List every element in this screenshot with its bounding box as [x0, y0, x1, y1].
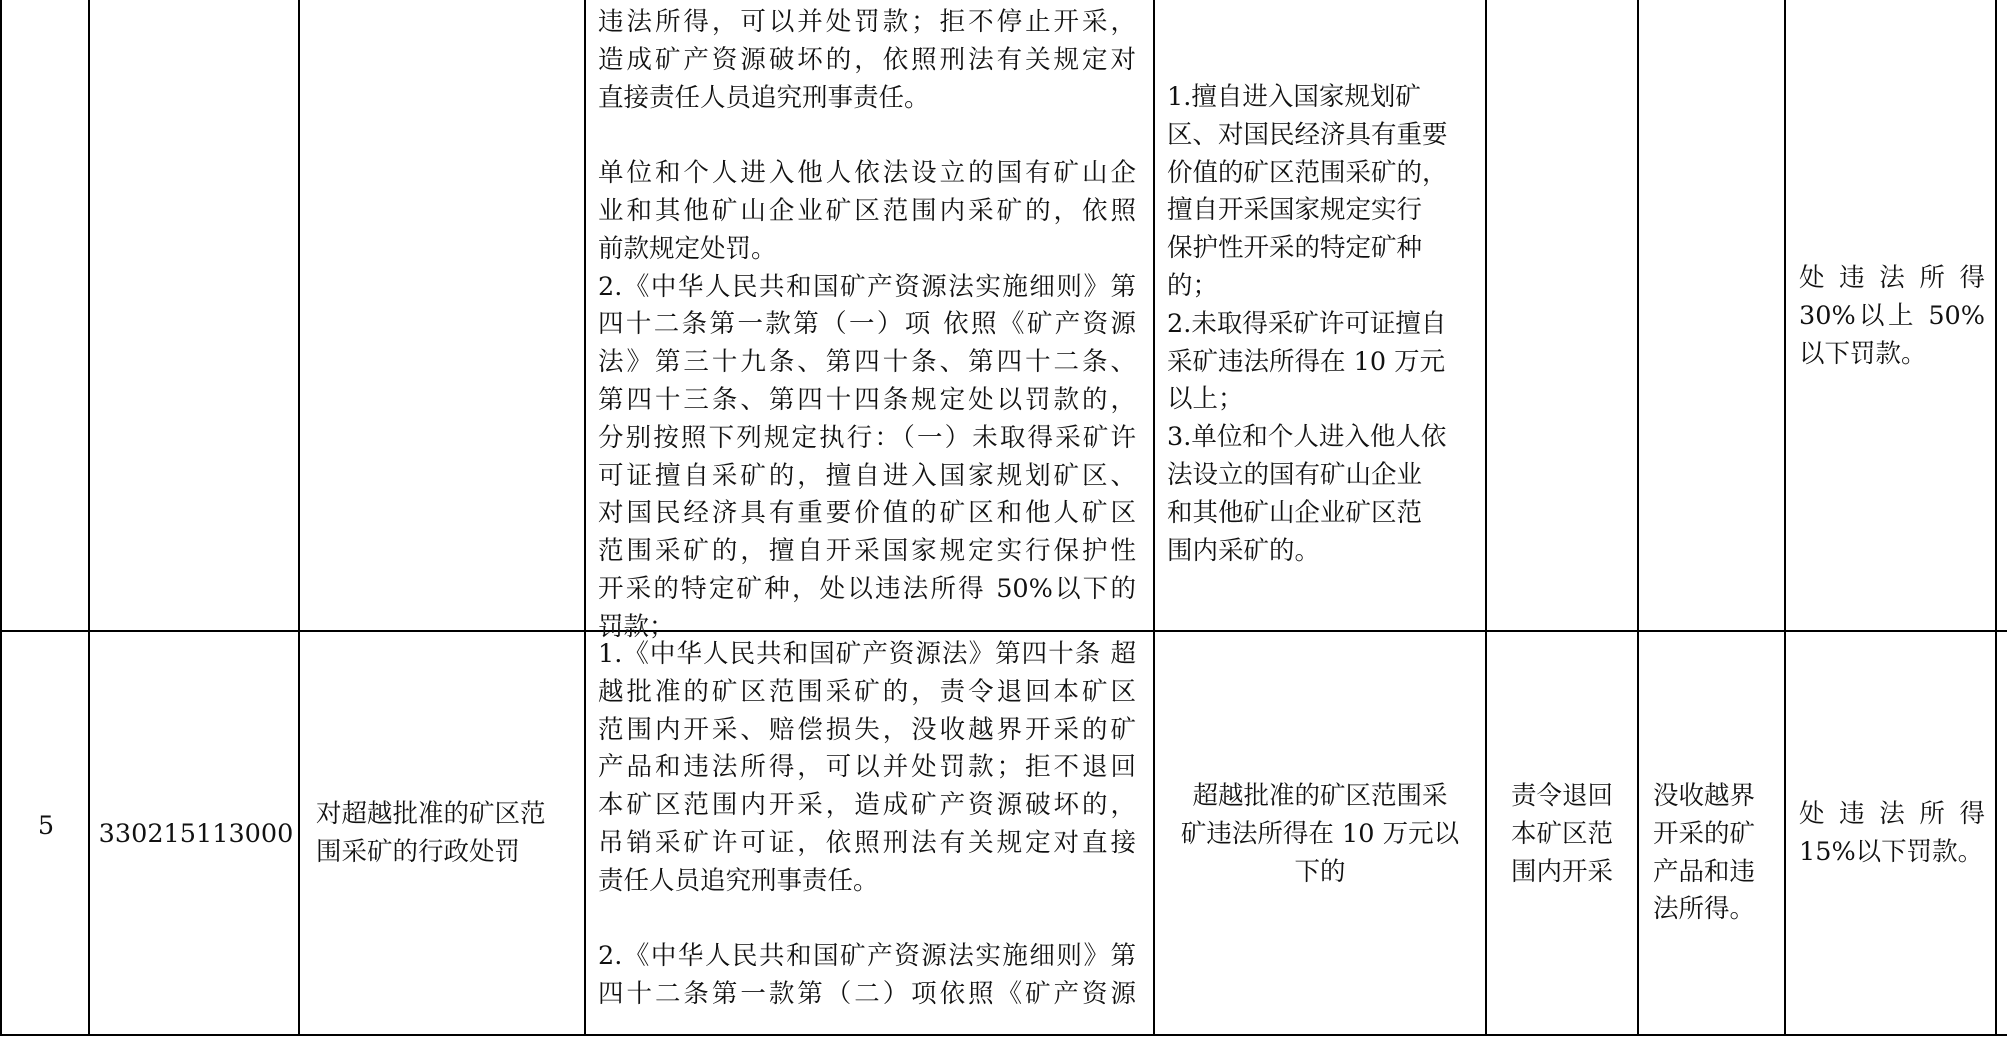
legal-basis-cell: [598, 636, 1136, 1014]
item-code: 330215113000: [98, 819, 294, 849]
legal-basis-line: 业和其他矿山企业矿区范围内采矿的，依照: [598, 195, 1136, 226]
row-index-cell: [4, 808, 88, 846]
legal-basis-line: 吊销采矿许可证，依照刑法有关规定对直接: [598, 827, 1136, 858]
order-correction-cell: [1489, 778, 1635, 891]
legal-basis-line: 可证擅自采矿的，擅自进入国家规划矿区、: [598, 460, 1136, 491]
circumstance-line: 法设立的国有矿山企业: [1167, 459, 1423, 490]
order-line: 本矿区范: [1510, 818, 1613, 849]
confiscation-line: 产品和违: [1653, 856, 1756, 887]
column-border: [584, 0, 586, 1036]
legal-basis-paragraph: [598, 938, 1136, 1014]
confiscation-line: 开采的矿: [1653, 818, 1756, 849]
legal-basis-line: 2.《中华人民共和国矿产资源法实施细则》第: [598, 271, 1136, 302]
circumstance-line: 超越批准的矿区范围采: [1192, 781, 1448, 811]
item-name-line: 对超越批准的矿区范: [316, 799, 546, 829]
confiscation-line: 没收越界: [1653, 781, 1756, 811]
confiscation-line: 法所得。: [1653, 894, 1756, 925]
circumstance-line: 和其他矿山企业矿区范: [1167, 497, 1423, 528]
column-border: [1485, 0, 1487, 1036]
circumstance-line: 1.擅自进入国家规划矿: [1167, 82, 1421, 112]
order-line: 围内开采: [1510, 856, 1613, 887]
circumstance-line: 的；: [1167, 270, 1219, 301]
circumstance-line: 区、对国民经济具有重要: [1167, 119, 1448, 150]
column-border: [1784, 0, 1786, 1036]
violation-circumstance-cell: [1157, 778, 1483, 891]
circumstance-line: 以上；: [1167, 384, 1244, 415]
legal-basis-line: 单位和个人进入他人依法设立的国有矿山企: [598, 158, 1136, 189]
fine-standard-cell: [1799, 260, 1985, 373]
legal-basis-line: 1.《中华人民共和国矿产资源法》第四十条 超: [598, 639, 1136, 669]
legal-basis-line: 第四十三条、第四十四条规定处以罚款的，: [598, 384, 1136, 415]
column-border: [88, 0, 90, 1036]
legal-basis-line: 范围采矿的，擅自开采国家规定实行保护性: [598, 536, 1136, 567]
circumstance-line: 下的: [1294, 856, 1346, 887]
legal-basis-line: 直接责任人员追究刑事责任。: [598, 82, 930, 113]
circumstance-line: 围内采矿的。: [1167, 535, 1321, 566]
circumstance-line: 保护性开采的特定矿种: [1167, 233, 1423, 264]
legal-basis-paragraph: [598, 636, 1136, 901]
fine-line: 处违法所得: [1799, 263, 1985, 293]
legal-basis-line: 四十二条第一款第（二）项依照《矿产资源: [598, 979, 1136, 1010]
legal-basis-line: 越批准的矿区范围采矿的，责令退回本矿区: [598, 676, 1136, 707]
fine-line: 以下罚款。: [1799, 338, 1927, 369]
legal-basis-line: 四十二条第一款第（一）项 依照《矿产资源: [598, 309, 1136, 340]
column-border: [1995, 0, 1997, 1036]
legal-basis-line: 2.《中华人民共和国矿产资源法实施细则》第: [598, 941, 1136, 972]
legal-basis-line: 违法所得，可以并处罚款；拒不停止开采，: [598, 7, 1136, 37]
column-border: [1153, 0, 1155, 1036]
item-name-cell: [316, 796, 586, 872]
legal-basis-cell: [598, 4, 1136, 647]
legal-basis-paragraph: [598, 4, 1136, 117]
legal-basis-line: 造成矿产资源破坏的，依照刑法有关规定对: [598, 44, 1136, 75]
legal-basis-line: 前款规定处罚。: [598, 233, 777, 264]
violation-circumstance-cell: [1167, 79, 1479, 570]
circumstance-line: 矿违法所得在 10 万元以: [1180, 818, 1460, 849]
table-bottom-border: [0, 1034, 2007, 1036]
column-border: [298, 0, 300, 1036]
item-code-cell: [96, 816, 296, 854]
legal-basis-line: 法》第三十九条、第四十条、第四十二条、: [598, 347, 1136, 378]
legal-basis-line: 罚款；: [598, 611, 675, 642]
legal-basis-line: 分别按照下列规定执行：（一）未取得采矿许: [598, 422, 1136, 453]
item-name-line: 围采矿的行政处罚: [316, 836, 521, 867]
circumstance-line: 价值的矿区范围采矿的，: [1167, 157, 1448, 188]
circumstance-line: 采矿违法所得在 10 万元: [1167, 346, 1446, 377]
circumstance-line: 擅自开采国家规定实行: [1167, 195, 1423, 226]
row-index: 5: [37, 811, 55, 841]
legal-basis-paragraph: [598, 155, 1136, 646]
confiscation-cell: [1653, 778, 1781, 929]
column-border: [1637, 0, 1639, 1036]
legal-basis-line: 本矿区范围内开采，造成矿产资源破坏的，: [598, 790, 1136, 821]
fine-line: 30%以上 50%: [1799, 300, 1985, 331]
fine-line: 处违法所得: [1799, 799, 1985, 829]
legal-basis-line: 对国民经济具有重要价值的矿区和他人矿区: [598, 498, 1136, 529]
fine-line: 15%以下罚款。: [1799, 836, 1984, 867]
order-line: 责令退回: [1510, 781, 1613, 811]
legal-basis-line: 责任人员追究刑事责任。: [598, 865, 879, 896]
column-border: [0, 0, 2, 1036]
fine-standard-cell: [1799, 796, 1985, 872]
circumstance-line: 2.未取得采矿许可证擅自: [1167, 308, 1447, 339]
circumstance-line: 3.单位和个人进入他人依: [1167, 422, 1447, 453]
legal-basis-line: 开采的特定矿种，处以违法所得 50%以下的: [598, 573, 1136, 604]
legal-basis-line: 产品和违法所得，可以并处罚款；拒不退回: [598, 752, 1136, 783]
legal-basis-line: 范围内开采、赔偿损失，没收越界开采的矿: [598, 714, 1136, 745]
